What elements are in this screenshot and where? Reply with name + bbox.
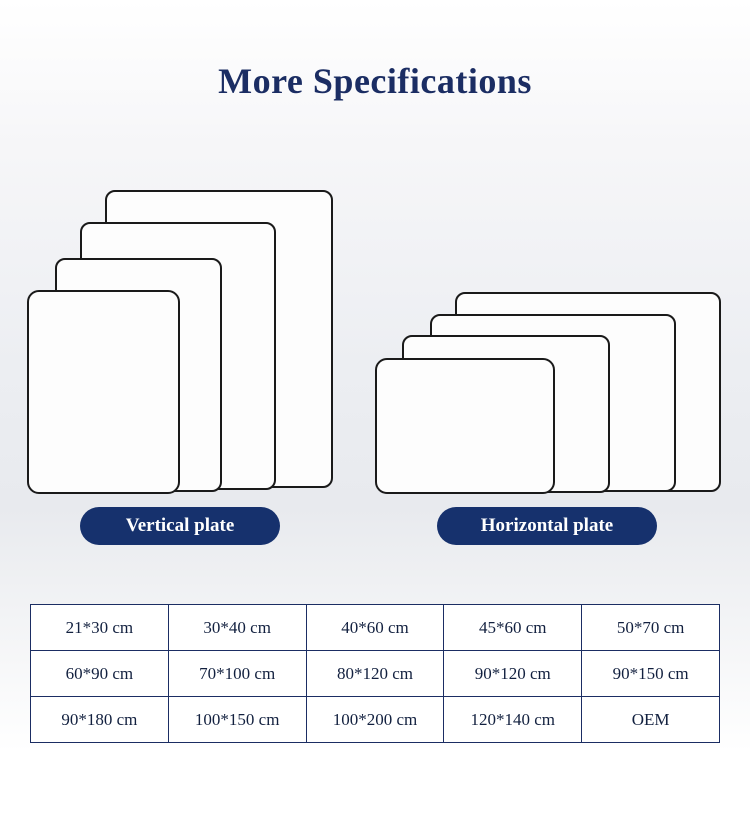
vertical-plate-label: Vertical plate [80,507,280,545]
specifications-table-body [31,605,720,743]
spec-cell: 100*200 cm [306,697,444,743]
specifications-table [30,604,720,743]
page-title: More Specifications [218,61,532,101]
spec-cell: 21*30 cm [31,605,169,651]
spec-cell: 70*100 cm [168,651,306,697]
spec-cell: 30*40 cm [168,605,306,651]
spec-cell: 90*180 cm [31,697,169,743]
spec-cell: 80*120 cm [306,651,444,697]
table-row [31,697,720,743]
spec-cell: 40*60 cm [306,605,444,651]
table-row [31,605,720,651]
plates-illustration [0,170,750,550]
spec-cell: 90*150 cm [582,651,720,697]
spec-cell: 50*70 cm [582,605,720,651]
horizontal-plate-label: Horizontal plate [437,507,657,545]
spec-cell: OEM [582,697,720,743]
horizontal-plate-size-4 [375,358,555,494]
spec-cell: 120*140 cm [444,697,582,743]
spec-cell: 45*60 cm [444,605,582,651]
spec-cell: 60*90 cm [31,651,169,697]
vertical-plate-size-4 [27,290,180,494]
spec-cell: 100*150 cm [168,697,306,743]
table-row [31,651,720,697]
spec-cell: 90*120 cm [444,651,582,697]
